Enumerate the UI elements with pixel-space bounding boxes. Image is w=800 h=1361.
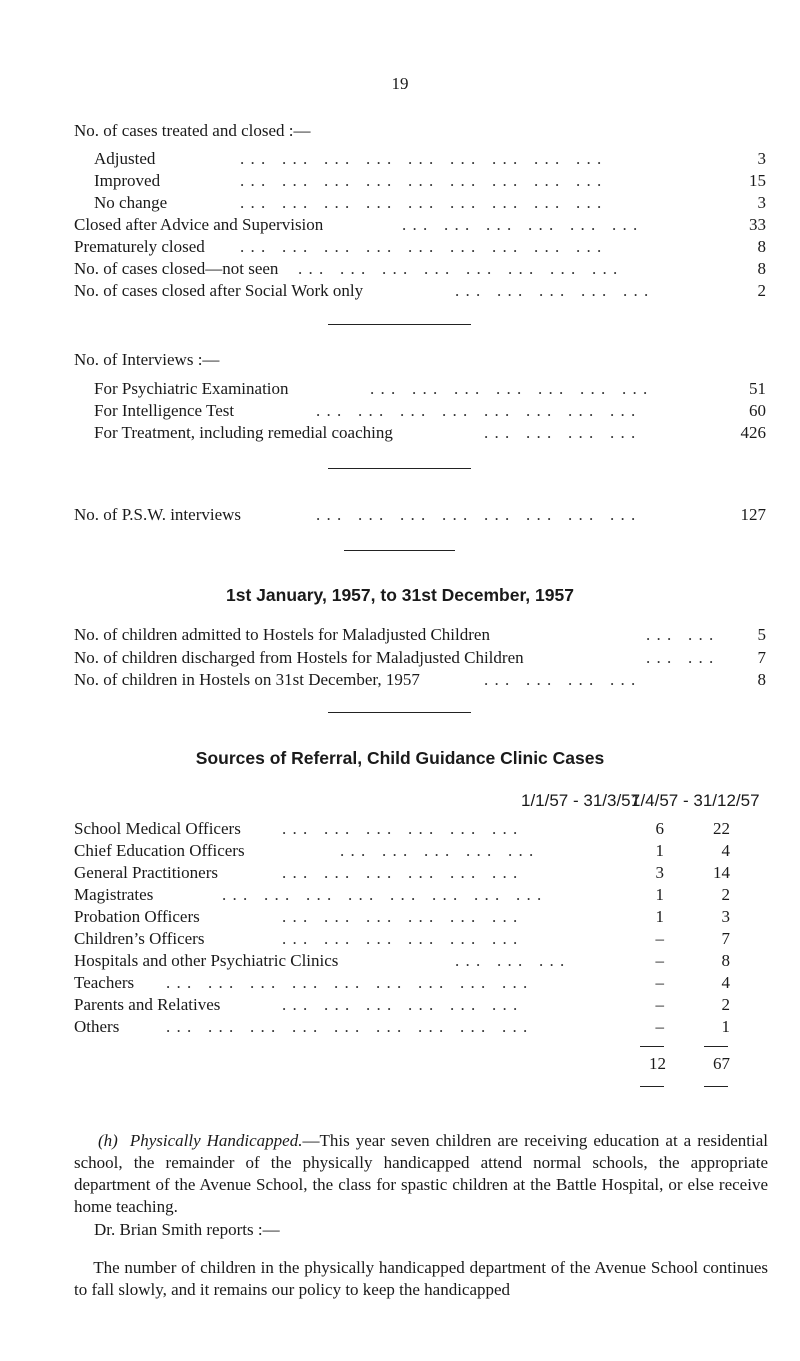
- table-row-label: Hospitals and other Psychiatric Clinics: [74, 951, 339, 970]
- leader-dots: . . . . . . . . . . . . . . . . . .: [282, 929, 519, 948]
- paragraph-text: —This year seven children are receiving education at a residential school, the remainder of the physically handicapped attend normal schools, the appropriate department of the Avenue School, the class for spastic children at the Battle Hospital, or else receive home teaching.: [74, 1131, 769, 1216]
- table-row-label: Teachers: [74, 973, 135, 992]
- list-item-label: No. of cases closed after Social Work only: [74, 281, 364, 300]
- leader-dots: . . . . . . . . . . . . . . . . . . . . . . . . . . .: [240, 193, 603, 212]
- list-item-value: 15: [749, 171, 766, 190]
- list-item-value: 3: [757, 149, 766, 168]
- leader-dots: . . . . . . . . . . . .: [484, 423, 637, 442]
- list-item-label: For Psychiatric Examination: [94, 379, 289, 398]
- table-cell-period-1: 1: [655, 885, 664, 904]
- quote-paragraph: [74, 1257, 768, 1301]
- list-item-value: 8: [757, 670, 766, 689]
- table-row-label: School Medical Officers: [74, 819, 241, 838]
- leader-dots: . . . . . . . . . . . . . . . . . .: [282, 995, 519, 1014]
- leader-dots: . . . . . . . . . . . . . . .: [455, 281, 650, 300]
- list-item-value: 7: [757, 648, 766, 667]
- table-cell-period-1: –: [655, 973, 664, 992]
- list-item-value: 60: [749, 401, 766, 420]
- leader-dots: . . . . . . . . . . . . . . . . . . . . . . . . . . .: [166, 973, 529, 992]
- table-row-label: Magistrates: [74, 885, 154, 904]
- table-cell-period-1: –: [655, 1017, 664, 1036]
- total-rule: [704, 1046, 728, 1047]
- list-item-label: For Intelligence Test: [94, 401, 235, 420]
- table-cell-period-1: –: [655, 951, 664, 970]
- total-period-1: 12: [649, 1054, 666, 1073]
- total-rule: [640, 1046, 664, 1047]
- table-cell-period-1: 3: [655, 863, 664, 882]
- leader-dots: . . . . . . . . . . . . . . . . . . . . . . . . . . .: [240, 237, 603, 256]
- table-row-label: Children’s Officers: [74, 929, 205, 948]
- table-row-label: General Practitioners: [74, 863, 218, 882]
- list-item-value: 426: [740, 423, 766, 442]
- table-row-label: Chief Education Officers: [74, 841, 245, 860]
- interviews-title: No. of Interviews :—: [74, 350, 220, 369]
- table-cell-period-2: 7: [721, 929, 730, 948]
- section-divider: [328, 468, 471, 469]
- list-item-label: Prematurely closed: [74, 237, 205, 256]
- list-item-value: 33: [749, 215, 766, 234]
- table-cell-period-2: 2: [721, 995, 730, 1014]
- list-item-label: No change: [94, 193, 168, 212]
- table-row-label: Others: [74, 1017, 120, 1036]
- list-item-label: Adjusted: [94, 149, 156, 168]
- leader-dots: . . . . . . . . . . . . . . . . . . . . . . . .: [316, 505, 637, 524]
- list-item-label: For Treatment, including remedial coaching: [94, 423, 393, 442]
- list-item-label: No. of cases closed—not seen: [74, 259, 279, 278]
- leader-dots: . . . . . . . . . . . . . . .: [340, 841, 535, 860]
- psw-label: No. of P.S.W. interviews: [74, 505, 242, 524]
- table-cell-period-1: –: [655, 929, 664, 948]
- table-row-label: Parents and Relatives: [74, 995, 221, 1014]
- list-item-value: 8: [757, 237, 766, 256]
- table-cell-period-2: 2: [721, 885, 730, 904]
- referral-heading: Sources of Referral, Child Guidance Clinic Cases: [195, 748, 605, 768]
- psw-value: 127: [740, 505, 766, 524]
- column-header-period-1: 1/1/57 - 31/3/57: [521, 791, 641, 810]
- leader-dots: . . . . . . . . . . . . . . . . . .: [282, 863, 519, 882]
- table-cell-period-2: 14: [713, 863, 730, 882]
- list-item-value: 51: [749, 379, 766, 398]
- cases-closed-title: No. of cases treated and closed :—: [74, 121, 311, 140]
- list-item-label: Closed after Advice and Supervision: [74, 215, 324, 234]
- total-rule: [640, 1086, 664, 1087]
- section-divider: [344, 550, 455, 551]
- leader-dots: . . . . . . . . . . . . . . . . . . . . . . . .: [298, 259, 619, 278]
- section-divider: [328, 712, 471, 713]
- paragraph-label: (h): [97, 1131, 118, 1150]
- leader-dots: . . . . . . . . . . . . . . . . . . . . . . . .: [222, 885, 543, 904]
- leader-dots: . . . . . .: [646, 625, 715, 644]
- leader-dots: . . . . . . . . . . . . . . . . . . . . . . . . . . .: [240, 149, 603, 168]
- list-item-label: No. of children in Hostels on 31st December, 1957: [74, 670, 420, 689]
- table-cell-period-1: 1: [655, 907, 664, 926]
- leader-dots: . . . . . . . . .: [455, 951, 566, 970]
- total-rule: [704, 1086, 728, 1087]
- list-item-value: 2: [757, 281, 766, 300]
- table-row-label: Probation Officers: [74, 907, 200, 926]
- table-cell-period-2: 1: [721, 1017, 730, 1036]
- leader-dots: . . . . . . . . . . . . . . . . . .: [282, 907, 519, 926]
- leader-dots: . . . . . . . . . . . . . . . . . . . . . . . . . . .: [240, 171, 603, 190]
- section-divider: [328, 324, 471, 325]
- reports-line: Dr. Brian Smith reports :—: [94, 1220, 280, 1239]
- column-header-period-2: 1/4/57 - 31/12/57: [631, 791, 760, 810]
- list-item-value: 5: [757, 625, 766, 644]
- total-period-2: 67: [713, 1054, 730, 1073]
- leader-dots: . . . . . .: [646, 648, 715, 667]
- hostels-heading: 1st January, 1957, to 31st December, 1957: [226, 585, 574, 605]
- table-cell-period-1: –: [655, 995, 664, 1014]
- page-number: 19: [391, 74, 409, 93]
- paragraph-title: Physically Handicapped.: [129, 1131, 303, 1150]
- list-item-value: 3: [757, 193, 766, 212]
- table-cell-period-2: 8: [721, 951, 730, 970]
- table-cell-period-1: 6: [655, 819, 664, 838]
- table-cell-period-2: 3: [721, 907, 730, 926]
- list-item-label: No. of children admitted to Hostels for Maladjusted Children: [74, 625, 490, 644]
- table-cell-period-2: 4: [721, 973, 730, 992]
- physically-handicapped-paragraph: [74, 1130, 768, 1218]
- leader-dots: . . . . . . . . . . . . . . . . . .: [282, 819, 519, 838]
- leader-dots: . . . . . . . . . . . .: [484, 670, 637, 689]
- table-cell-period-1: 1: [655, 841, 664, 860]
- table-cell-period-2: 4: [721, 841, 730, 860]
- list-item-value: 8: [757, 259, 766, 278]
- table-cell-period-2: 22: [713, 819, 730, 838]
- leader-dots: . . . . . . . . . . . . . . . . . . . . . . . .: [316, 401, 637, 420]
- leader-dots: . . . . . . . . . . . . . . . . . . . . . . . . . . .: [166, 1017, 529, 1036]
- list-item-label: Improved: [94, 171, 161, 190]
- quote-text: The number of children in the physically handicapped department of the Avenue School continues to fall slowly, and it remains our policy to keep the handicapped: [74, 1258, 769, 1299]
- leader-dots: . . . . . . . . . . . . . . . . . . . . .: [370, 379, 649, 398]
- leader-dots: . . . . . . . . . . . . . . . . . .: [402, 215, 639, 234]
- list-item-label: No. of children discharged from Hostels for Maladjusted Children: [74, 648, 524, 667]
